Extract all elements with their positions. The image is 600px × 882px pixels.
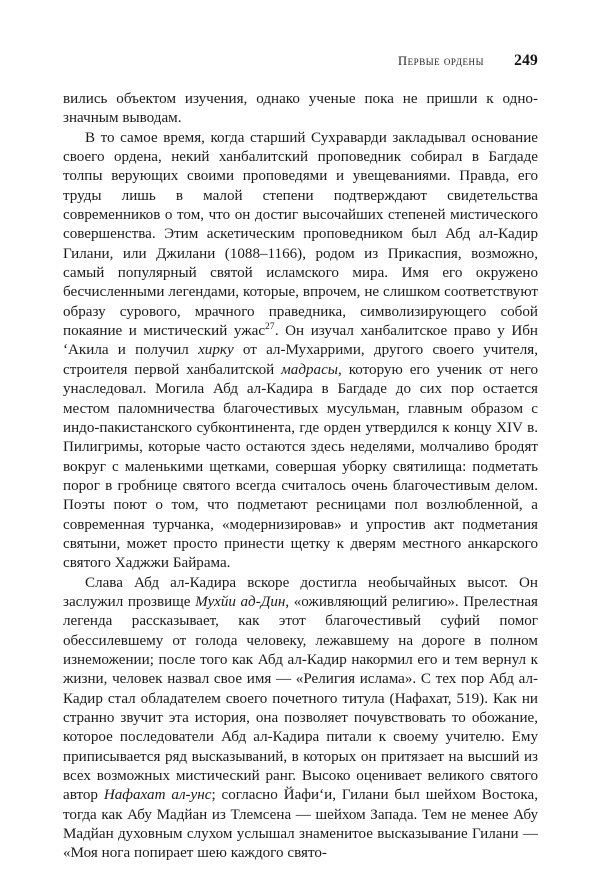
paragraph: вились объектом изучения, однако ученые пока не пришли к однозначным выводам. — [63, 91, 538, 127]
running-head — [63, 52, 538, 72]
paragraph: Слава Абд ал-Кадира вскоре достигла необычайных высот. Он заслужил прозвище Мухйи ад-Дин, «оживляющий религию». Прелестная легенда рассказывает, как этот благочестивый суфий помог обессилевшему от голода человеку, лежавшему на дороге в полном изнеможении; после того как Абд ал-Кадир накормил его и тем вернул к жизни, человек назвал свое имя — «Религия ислама». С тех пор Абд ал-Кадир стал обладателем своего почетного титула (Нафахат, 519). Как ни странно звучит эта история, она позволяет почувствовать то обожание, которое последователи Абд ал-Кадира питали к своему учителю. Ему приписывается ряд высказываний, в которых он притязает на высший из всех возможных мистический ранг. Высоко оценивает великого святого автор Нафахат ал-унс; согласно Йафиʻи, Гилани был шейхом Востока, тогда как Абу Мадйан из Тлемсена — шейхом Запада. Тем не менее Абу Мадйан духовным слухом услышал знаменитое высказывание Гилани — «Моя нога попирает шею каждого свято- — [63, 574, 538, 862]
running-head-title: Первые ордены — [398, 54, 484, 68]
paragraph: В то самое время, когда старший Сухраварди закладывал основание своего ордена, некий ханбалитский проповедник собирал в Багдаде толпы верующих своими проповедями и увещеваниями. Правда, его труды лишь в малой степени подтверждают свидетельства современников о том, что он достиг высочайших степеней мистического совершенства. Этим аскетическим проповедником был Абд ал-Кадир Гилани, или Джилани (1088–1166), родом из Прикаспия, возможно, самый популярный святой исламского мира. Имя его окружено бесчисленными легендами, которые, впрочем, не слишком соответствуют образу сурового, мрачного праведника, символизирующего собой покаяние и мистический ужас$^{27}$. Он изучал ханбалитское право у Ибн ʻАкила и получил хирку от ал-Мухаррими, другого своего учителя, строителя первой ханбалитской мадрасы, которую его ученик от него унаследовал. Могила Абд ал-Кадира в Багдаде до сих пор остается местом паломничества благочестивых мусульман, главным образом с индо-пакистанского субконтинента, где орден утвердился к концу XIV в. Пилигримы, которые часто остаются здесь неделями, молчаливо бродят вокруг с маленькими щетками, совершая уборку святилища: подметать порог в гробнице святого всегда считалось очень благочестивым делом. Поэты поют о том, что подметают ресницами пол возлюбленной, а современная турчанка, «модернизировав» и упростив акт подметания святыни, может просто принести щетку к дверям местного анкарского святого Хаджжи Байрама. — [63, 129, 538, 572]
body-text-block — [63, 90, 538, 864]
page-number: 249 — [514, 52, 538, 69]
